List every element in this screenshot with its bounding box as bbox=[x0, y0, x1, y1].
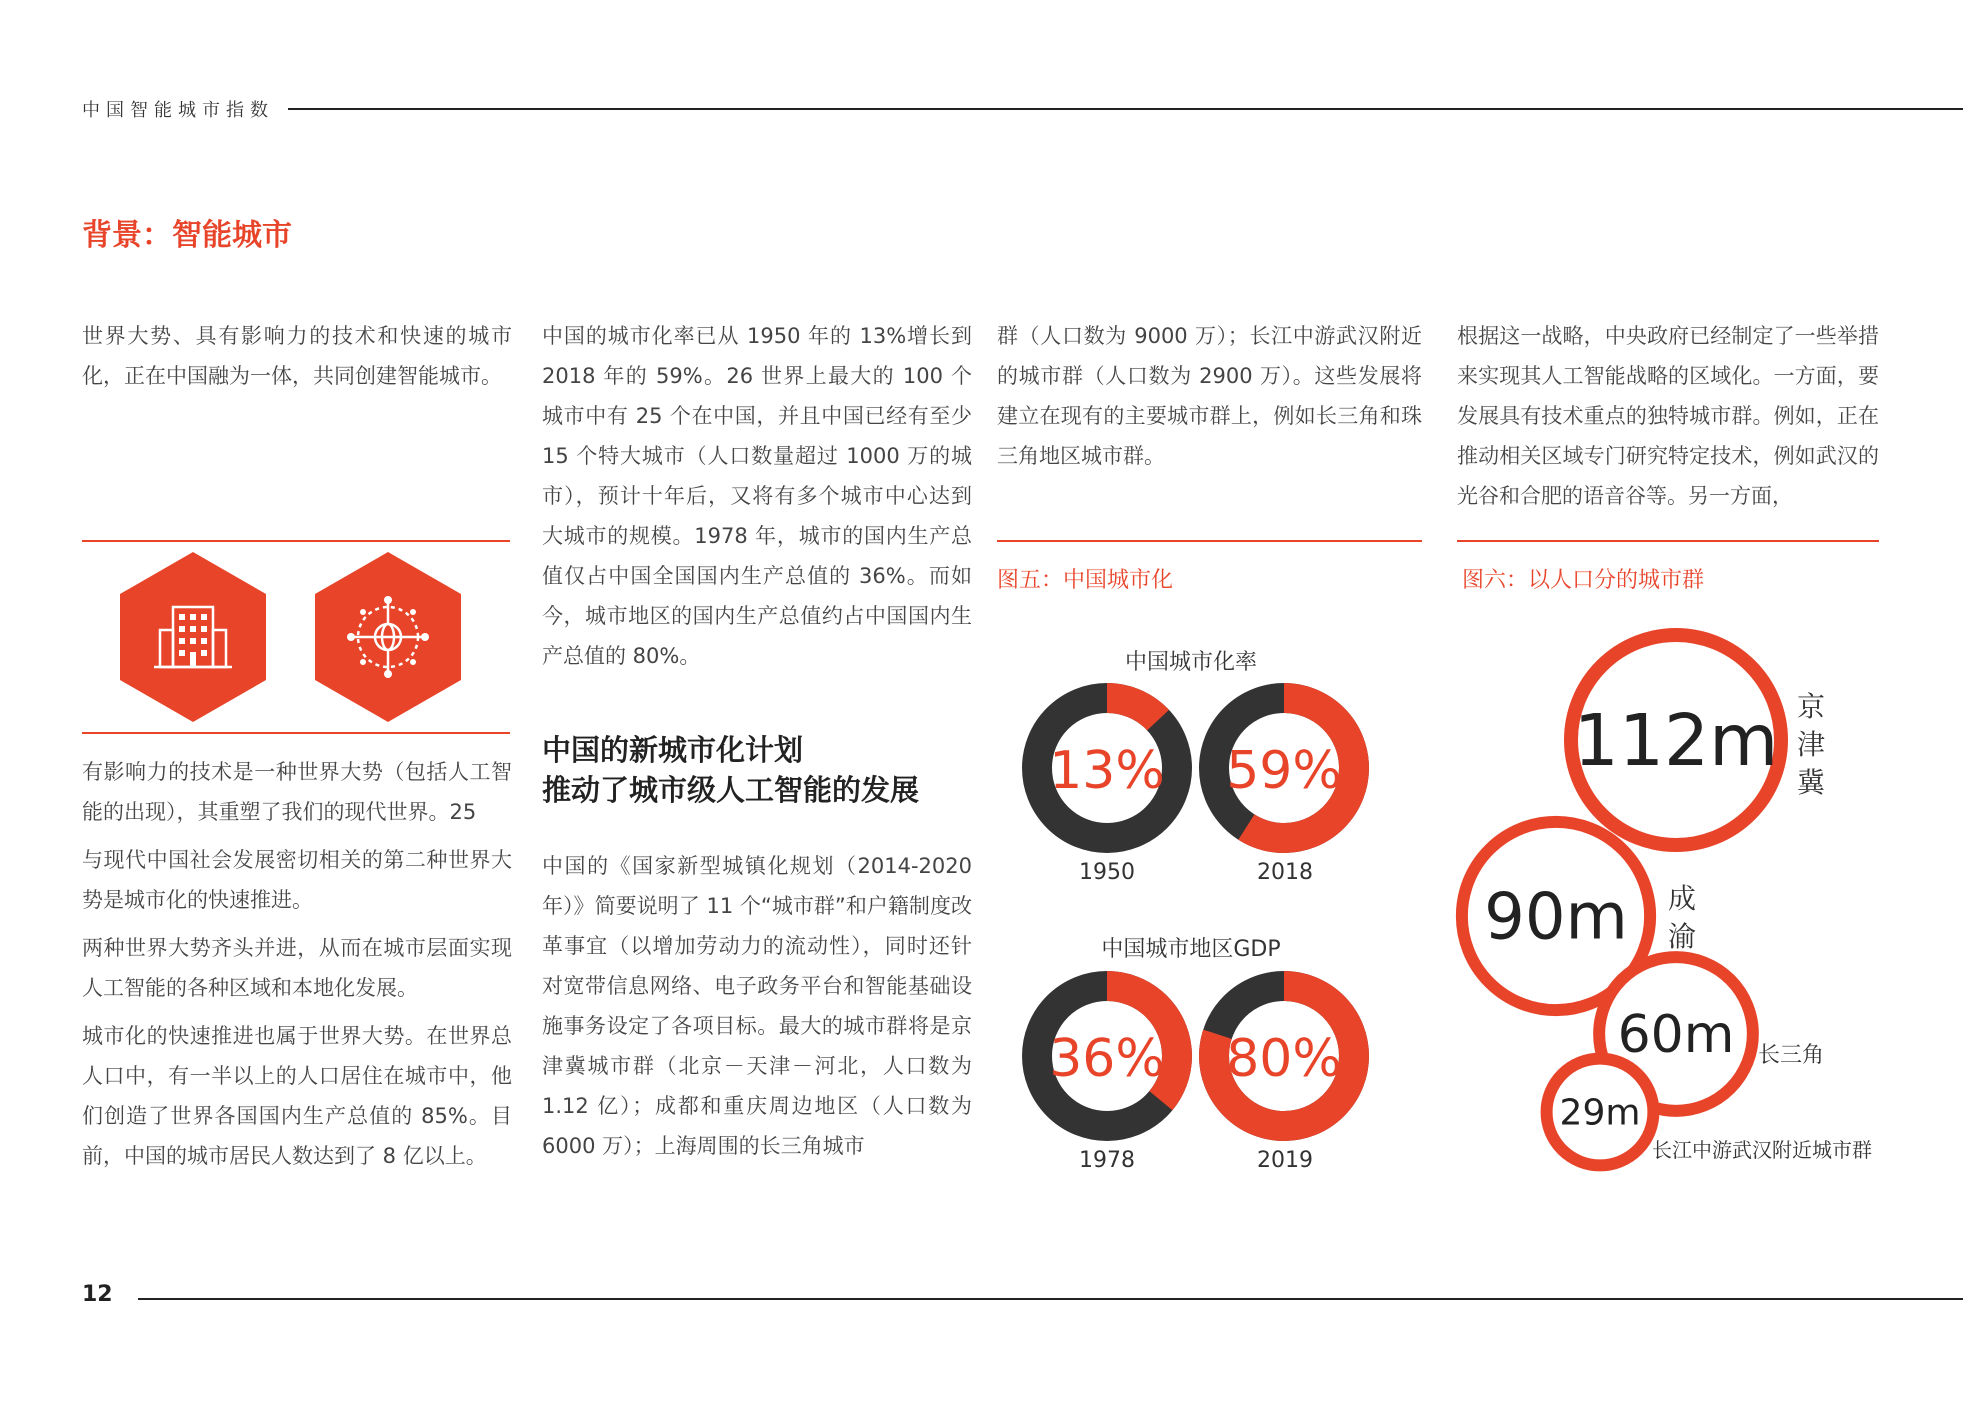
subheading-line-1: 中国的新城市化计划 bbox=[542, 733, 804, 767]
donut-year-label: 2019 bbox=[1257, 1148, 1313, 1173]
bubble-label-chengyu: 成渝 bbox=[1667, 882, 1696, 953]
divider-bottom bbox=[82, 732, 510, 734]
column-1-body bbox=[82, 752, 512, 1184]
page-number: 12 bbox=[82, 1282, 113, 1307]
subheading bbox=[542, 730, 972, 810]
running-title: 中国智能城市指数 bbox=[82, 100, 274, 121]
header-rule bbox=[288, 108, 1963, 110]
paragraph: 中国的《国家新型城镇化规划（2014-2020年）》简要说明了 11 个“城市群”和户籍制度改革事宜（以增加劳动力的流动性），同时还针对宽带信息网络、电子政务平台和智能基础设施事务设定了各项目标。最大的城市群将是京津冀城市群（北京－天津－河北，人口数为 1.12 亿）；成都和重庆周边地区（人口数为 6000 万）；上海周围的长三角城市 bbox=[542, 854, 972, 1158]
subheading-line-2: 推动了城市级人工智能的发展 bbox=[542, 773, 920, 807]
bubble-value-label: 60m bbox=[1617, 1005, 1735, 1066]
donut-year-label: 2018 bbox=[1257, 860, 1313, 885]
bubble-value-label: 90m bbox=[1484, 880, 1628, 955]
column-2-body bbox=[542, 846, 972, 1174]
figure-5-rule bbox=[997, 540, 1422, 542]
paragraph: 根据这一战略，中央政府已经制定了一些举措来实现其人工智能战略的区域化。一方面，要发展具有技术重点的独特城市群。例如，正在推动相关区域专门研究特定技术，例如武汉的光谷和合肥的语音谷等。另一方面， bbox=[1457, 324, 1879, 508]
figure-6-caption: 图六：以人口分的城市群 bbox=[1462, 568, 1705, 593]
donut-value-label: 36% bbox=[1049, 1029, 1165, 1089]
section-title: 背景：智能城市 bbox=[82, 218, 292, 253]
donut-value-label: 13% bbox=[1049, 741, 1165, 801]
column-3-top bbox=[997, 316, 1422, 484]
intro-paragraph: 世界大势、具有影响力的技术和快速的城市化，正在中国融为一体，共同创建智能城市。 bbox=[82, 324, 512, 388]
network-globe-icon bbox=[313, 552, 463, 722]
paragraph: 城市化的快速推进也属于世界大势。在世界总人口中，有一半以上的人口居住在城市中，他们创造了世界各国国内生产总值的 85%。目前，中国的城市居民人数达到了 8 亿以上。 bbox=[82, 1024, 512, 1168]
chart-title-urbanization: 中国城市化率 bbox=[1124, 650, 1257, 675]
bubble-value-label: 112m bbox=[1573, 698, 1779, 782]
paragraph: 与现代中国社会发展密切相关的第二种世界大势是城市化的快速推进。 bbox=[82, 848, 512, 912]
bubble-value-label: 29m bbox=[1559, 1092, 1641, 1134]
figure-5-caption: 图五：中国城市化 bbox=[997, 568, 1174, 593]
bubble-label-jingjinji: 京津冀 bbox=[1796, 690, 1825, 799]
footer-rule bbox=[138, 1298, 1963, 1300]
column-1-intro bbox=[82, 316, 512, 404]
column-4-top bbox=[1457, 316, 1879, 524]
divider-top bbox=[82, 540, 510, 542]
chart-title-gdp: 中国城市地区GDP bbox=[1101, 937, 1281, 962]
donut-value-label: 59% bbox=[1226, 741, 1342, 801]
donut-value-label: 80% bbox=[1226, 1029, 1342, 1089]
office-building-icon bbox=[118, 552, 268, 722]
donut-year-label: 1978 bbox=[1079, 1148, 1135, 1173]
paragraph: 两种世界大势齐头并进，从而在城市层面实现人工智能的各种区域和本地化发展。 bbox=[82, 936, 512, 1000]
figure-6-rule bbox=[1457, 540, 1879, 542]
paragraph: 中国的城市化率已从 1950 年的 13%增长到 2018 年的 59%。26 世界上最大的 100 个城市中有 25 个在中国，并且中国已经有至少 15 个特大城市（人口数量超过 1000 万的城市），预计十年后，又将有多个城市中心达到大城市的规模。1978 年，城市的国内生产总值仅占中国全国国内生产总值的 36%。而如今，城市地区的国内生产总值约占中国国内生产总值的 80%。 bbox=[542, 324, 972, 668]
bubble-label-wuhan: 长江中游武汉附近城市群 bbox=[1652, 1138, 1872, 1162]
column-2-top bbox=[542, 316, 972, 684]
paragraph: 群（人口数为 9000 万）；长江中游武汉附近的城市群（人口数为 2900 万）。这些发展将建立在现有的主要城市群上，例如长三角和珠三角地区城市群。 bbox=[997, 324, 1422, 468]
donut-year-label: 1950 bbox=[1079, 860, 1135, 885]
bubble-label-changsanjiao: 长三角 bbox=[1758, 1043, 1825, 1068]
donut-charts bbox=[997, 670, 1417, 1190]
paragraph: 有影响力的技术是一种世界大势（包括人工智能的出现），其重塑了我们的现代世界。25 bbox=[82, 760, 512, 824]
